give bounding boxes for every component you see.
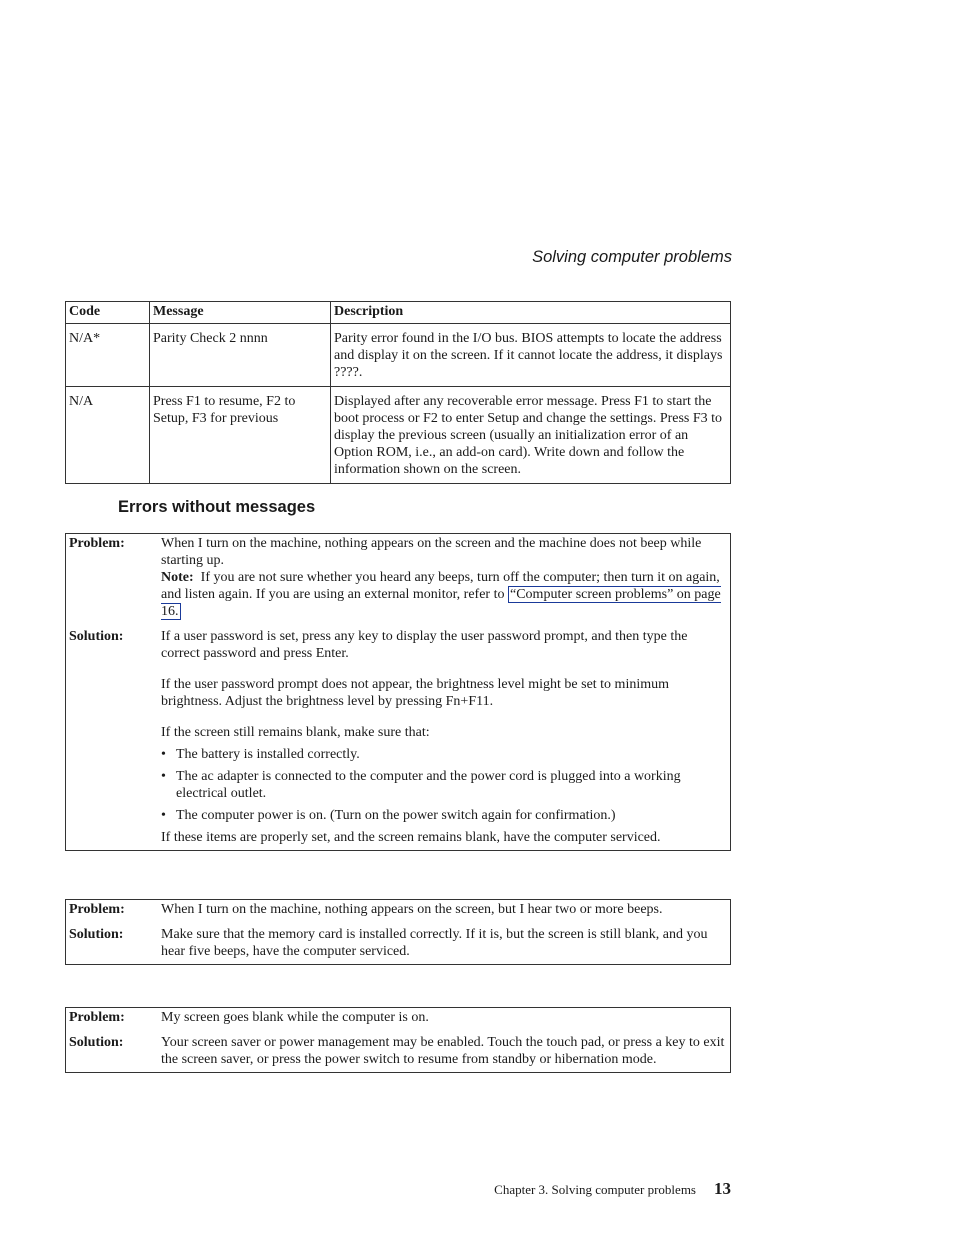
cell-message: Press F1 to resume, F2 to Setup, F3 for previous [150,387,331,484]
cell-message: Parity Check 2 nnnn [150,324,331,387]
solution-closing: If these items are properly set, and the screen remains blank, have the computer serviced. [161,830,661,845]
table-header-row [66,302,731,324]
solution-label: Solution: [69,629,124,644]
section-heading: Errors without messages [118,498,316,516]
problem-solution-box-3 [65,1007,731,1073]
list-item: • The computer power is on. (Turn on the power switch again for confirmation.) [161,807,726,824]
solution-paragraph: If a user password is set, press any key to display the user password prompt, and then type the correct password and press Enter. [161,629,688,661]
problem-text: My screen goes blank while the computer is on. [161,1010,429,1025]
solution-body [161,628,730,846]
problem-label: Problem: [69,902,125,917]
checklist [161,746,726,824]
problem-body [161,535,730,620]
solution-row [66,1034,730,1068]
solution-text: Your screen saver or power management may be enabled. Touch the touch pad, or press a key to exit the screen saver, or press the power switch to resume from standby or hibernation mode. [161,1035,725,1067]
solution-paragraph: If the user password prompt does not appear, the brightness level might be set to minimum brightness. Adjust the brightness level by pressing Fn+F11. [161,677,670,709]
solution-label: Solution: [69,927,124,942]
footer-chapter-title: Chapter 3. Solving computer problems [494,1182,696,1197]
table-row [66,387,731,484]
table-row [66,324,731,387]
solution-row [66,628,730,846]
note-label: Note: [161,570,194,585]
error-codes-table [65,301,731,484]
solution-text: Make sure that the memory card is installed correctly. If it is, but the screen is still blank, and you hear five beeps, have the computer serviced. [161,927,708,959]
problem-row [66,1009,730,1026]
problem-label: Problem: [69,1010,125,1025]
cell-code: N/A* [66,324,150,387]
problem-solution-box-2 [65,899,731,965]
list-item: • The battery is installed correctly. [161,746,726,763]
solution-paragraph: If the screen still remains blank, make sure that: [161,725,430,740]
column-header-description: Description [331,302,731,324]
note-text: If you are not sure whether you heard any beeps, turn off the computer; then turn it on again, and listen again. If you are using an external monitor, refer to [161,570,720,602]
solution-label: Solution: [69,1035,124,1050]
page-footer [494,1179,731,1199]
problem-text: When I turn on the machine, nothing appears on the screen and the machine does not beep while starting up. [161,536,702,568]
problem-solution-box-1 [65,533,731,851]
column-header-code: Code [66,302,150,324]
column-header-message: Message [150,302,331,324]
page-number: 13 [714,1179,731,1198]
cross-reference-link[interactable]: “Computer screen problems” on page 16. [161,587,721,619]
running-header-title: Solving computer problems [532,248,732,266]
problem-row [66,901,730,918]
problem-label: Problem: [69,536,125,551]
cell-description: Parity error found in the I/O bus. BIOS attempts to locate the address and display it on the screen. If it cannot locate the address, it displays ????. [331,324,731,387]
problem-row [66,535,730,620]
list-item: • The ac adapter is connected to the computer and the power cord is plugged into a working electrical outlet. [161,768,726,802]
solution-row [66,926,730,960]
note [161,569,726,620]
cell-code: N/A [66,387,150,484]
cell-description: Displayed after any recoverable error message. Press F1 to start the boot process or F2 to enter Setup and change the settings. Press F3 to display the previous screen (usually an initialization error of an Option ROM, i.e., an add-on card). Write down and follow the information shown on the screen. [331,387,731,484]
problem-text: When I turn on the machine, nothing appears on the screen, but I hear two or more beeps. [161,902,663,917]
